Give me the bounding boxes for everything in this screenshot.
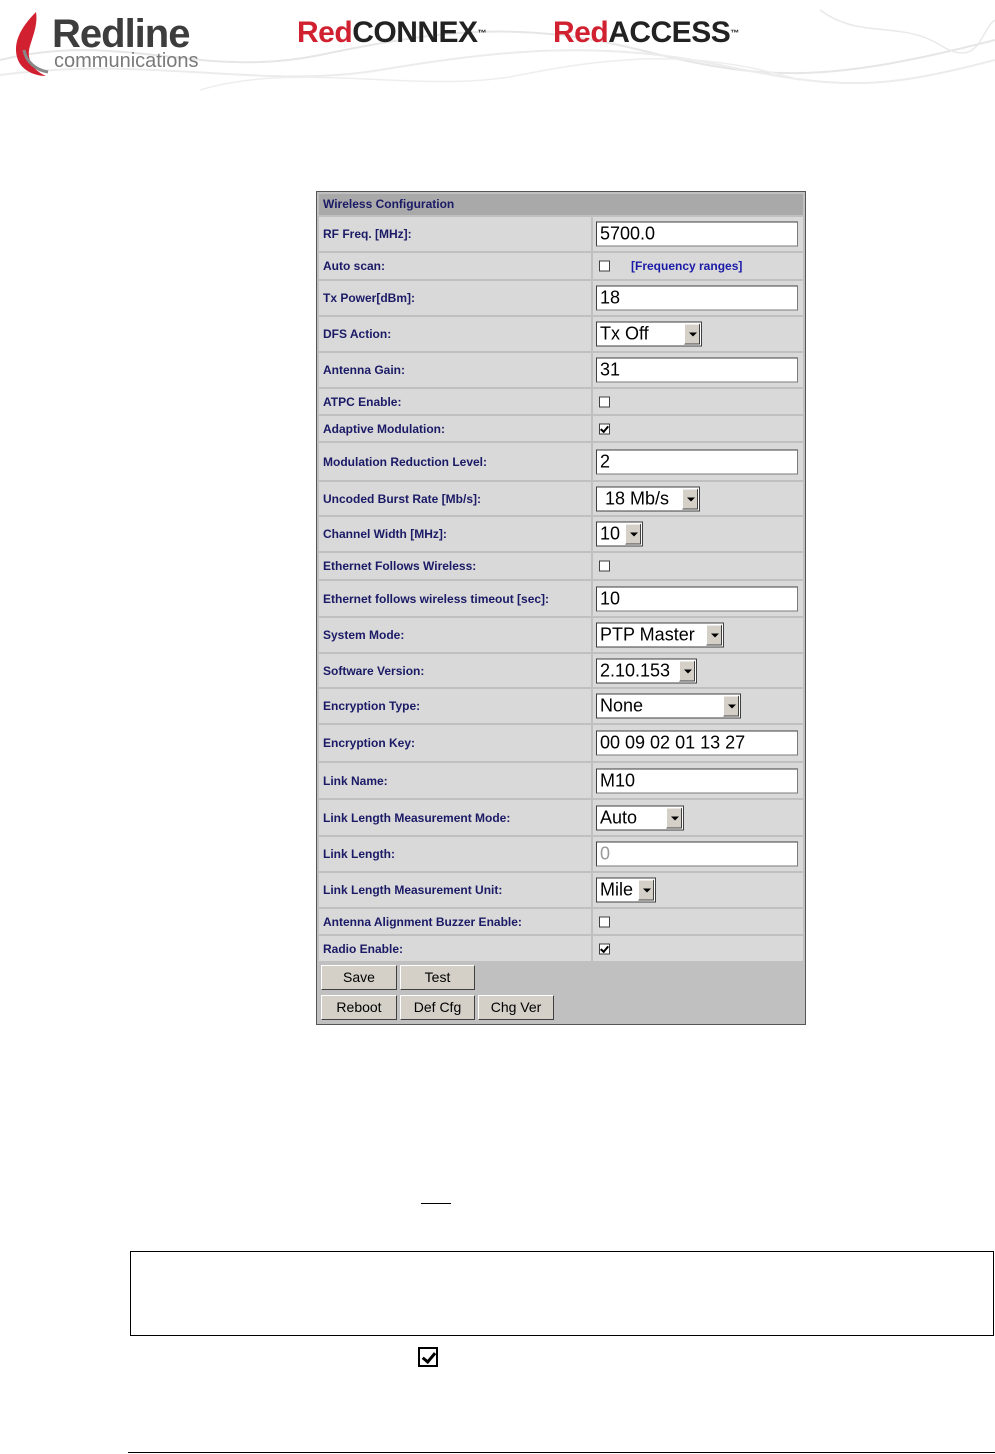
link-length-input: 0: [596, 842, 798, 867]
software-version-select[interactable]: [596, 658, 697, 683]
ethernet-follows-wireless-timeout-label: Ethernet follows wireless timeout [sec]:: [319, 581, 591, 616]
def-cfg-button[interactable]: Def Cfg: [400, 995, 475, 1020]
dropdown-arrow-icon[interactable]: [638, 880, 654, 901]
row-ethernet-follows-wireless: [319, 553, 803, 579]
dropdown-arrow-icon[interactable]: [666, 807, 682, 828]
uncoded-burst-rate-label: Uncoded Burst Rate [Mb/s]:: [319, 482, 591, 515]
footer-divider: [128, 1452, 995, 1453]
row-ethernet-follows-wireless-timeout: [319, 581, 803, 616]
uncoded-burst-rate-select[interactable]: [596, 486, 700, 511]
dropdown-arrow-icon[interactable]: [684, 324, 700, 345]
link-length-measurement-mode-label: Link Length Measurement Mode:: [319, 800, 591, 835]
dropdown-arrow-icon[interactable]: [706, 625, 722, 646]
row-encryption-key: [319, 725, 803, 761]
row-modulation-reduction-level: [319, 443, 803, 480]
radio-enable-label: Radio Enable:: [319, 936, 591, 961]
dfs-action-select[interactable]: [596, 322, 702, 347]
row-encryption-type: [319, 689, 803, 723]
adaptive-modulation-label: Adaptive Modulation:: [319, 416, 591, 441]
row-antenna-gain: [319, 353, 803, 387]
panel-title: Wireless Configuration: [319, 194, 803, 215]
checked-checkbox-icon: [418, 1347, 438, 1367]
software-version-value: 2.10.153: [600, 660, 671, 680]
brand-redaccess-red: Red: [553, 16, 609, 49]
rf-freq-input[interactable]: 5700.0: [596, 222, 798, 247]
brand-redaccess: [553, 16, 739, 50]
row-dfs-action: [319, 317, 803, 351]
radio-enable-checkbox[interactable]: [599, 943, 610, 954]
link-length-measurement-unit-value: Mile: [600, 879, 634, 900]
trademark-mark: ™: [730, 28, 739, 38]
row-antenna-alignment-buzzer-enable: [319, 909, 803, 934]
ethernet-follows-wireless-label: Ethernet Follows Wireless:: [319, 553, 591, 579]
dropdown-arrow-icon[interactable]: [625, 524, 641, 545]
row-software-version: [319, 654, 803, 687]
brand-redaccess-dark: ACCESS: [608, 16, 731, 49]
link-length-measurement-mode-select[interactable]: [596, 805, 684, 830]
row-uncoded-burst-rate: [319, 482, 803, 515]
adaptive-modulation-checkbox[interactable]: [599, 423, 610, 434]
save-button[interactable]: Save: [321, 965, 397, 990]
link-length-measurement-unit-label: Link Length Measurement Unit:: [319, 873, 591, 907]
rf-freq-label: RF Freq. [MHz]:: [319, 217, 591, 251]
system-mode-label: System Mode:: [319, 618, 591, 652]
dfs-action-value: Tx Off: [600, 323, 649, 344]
modulation-reduction-level-label: Modulation Reduction Level:: [319, 443, 591, 480]
dropdown-arrow-icon[interactable]: [679, 660, 695, 681]
row-auto-scan: [319, 253, 803, 279]
row-atpc-enable: [319, 389, 803, 414]
antenna-gain-label: Antenna Gain:: [319, 353, 591, 387]
row-link-length-measurement-unit: [319, 873, 803, 907]
software-version-label: Software Version:: [319, 654, 591, 687]
frequency-ranges-link[interactable]: [Frequency ranges]: [631, 259, 743, 273]
link-length-measurement-mode-value: Auto: [600, 807, 638, 827]
row-link-name: [319, 763, 803, 798]
modulation-reduction-level-input[interactable]: 2: [596, 449, 798, 474]
row-tx-power: [319, 281, 803, 315]
antenna-gain-input[interactable]: 31: [596, 358, 798, 383]
link-name-label: Link Name:: [319, 763, 591, 798]
atpc-enable-checkbox[interactable]: [599, 396, 610, 407]
dropdown-arrow-icon[interactable]: [682, 488, 698, 509]
antenna-alignment-buzzer-enable-label: Antenna Alignment Buzzer Enable:: [319, 909, 591, 934]
row-adaptive-modulation: [319, 416, 803, 441]
logo-name: Redline: [52, 12, 190, 56]
link-length-measurement-unit-select[interactable]: [596, 878, 656, 903]
reboot-button[interactable]: Reboot: [321, 995, 397, 1020]
redline-logo-icon: [6, 10, 50, 80]
atpc-enable-label: ATPC Enable:: [319, 389, 591, 414]
encryption-type-value: None: [600, 695, 644, 716]
row-rf-freq: [319, 217, 803, 251]
chg-ver-button[interactable]: Chg Ver: [478, 995, 554, 1020]
antenna-alignment-buzzer-enable-checkbox[interactable]: [599, 916, 610, 927]
tx-power-label: Tx Power[dBm]:: [319, 281, 591, 315]
brand-redconnex-dark: CONNEX: [352, 16, 478, 49]
brand-redconnex: [297, 16, 486, 50]
row-radio-enable: [319, 936, 803, 961]
row-link-length: [319, 837, 803, 871]
channel-width-select[interactable]: [596, 522, 643, 547]
system-mode-select[interactable]: [596, 623, 724, 648]
auto-scan-label: Auto scan:: [319, 253, 591, 279]
wireless-configuration-panel: [316, 191, 806, 1025]
encryption-key-input[interactable]: 00 09 02 01 13 27: [596, 731, 798, 756]
system-mode-value: PTP Master: [600, 624, 695, 645]
underline-mark: [421, 1203, 451, 1204]
channel-width-value: 10: [600, 523, 621, 544]
channel-width-label: Channel Width [MHz]:: [319, 517, 591, 551]
dfs-action-label: DFS Action:: [319, 317, 591, 351]
note-box: [130, 1251, 994, 1336]
ethernet-follows-wireless-checkbox[interactable]: [599, 561, 610, 572]
row-system-mode: [319, 618, 803, 652]
uncoded-burst-rate-value: 18 Mb/s: [600, 488, 670, 508]
encryption-type-label: Encryption Type:: [319, 689, 591, 723]
ethernet-follows-wireless-timeout-input[interactable]: 10: [596, 586, 798, 611]
trademark-mark: ™: [477, 28, 487, 38]
brand-redconnex-red: Red: [297, 16, 353, 49]
link-length-label: Link Length:: [319, 837, 591, 871]
row-link-length-measurement-mode: [319, 800, 803, 835]
auto-scan-checkbox[interactable]: [599, 261, 610, 272]
logo-subtitle: communications: [54, 50, 199, 72]
header-banner: [0, 0, 995, 95]
tx-power-input[interactable]: 18: [596, 286, 798, 311]
link-name-input[interactable]: M10: [596, 768, 798, 793]
dropdown-arrow-icon[interactable]: [723, 696, 739, 717]
encryption-key-label: Encryption Key:: [319, 725, 591, 761]
encryption-type-select[interactable]: [596, 694, 741, 719]
test-button[interactable]: Test: [400, 965, 475, 990]
row-channel-width: [319, 517, 803, 551]
